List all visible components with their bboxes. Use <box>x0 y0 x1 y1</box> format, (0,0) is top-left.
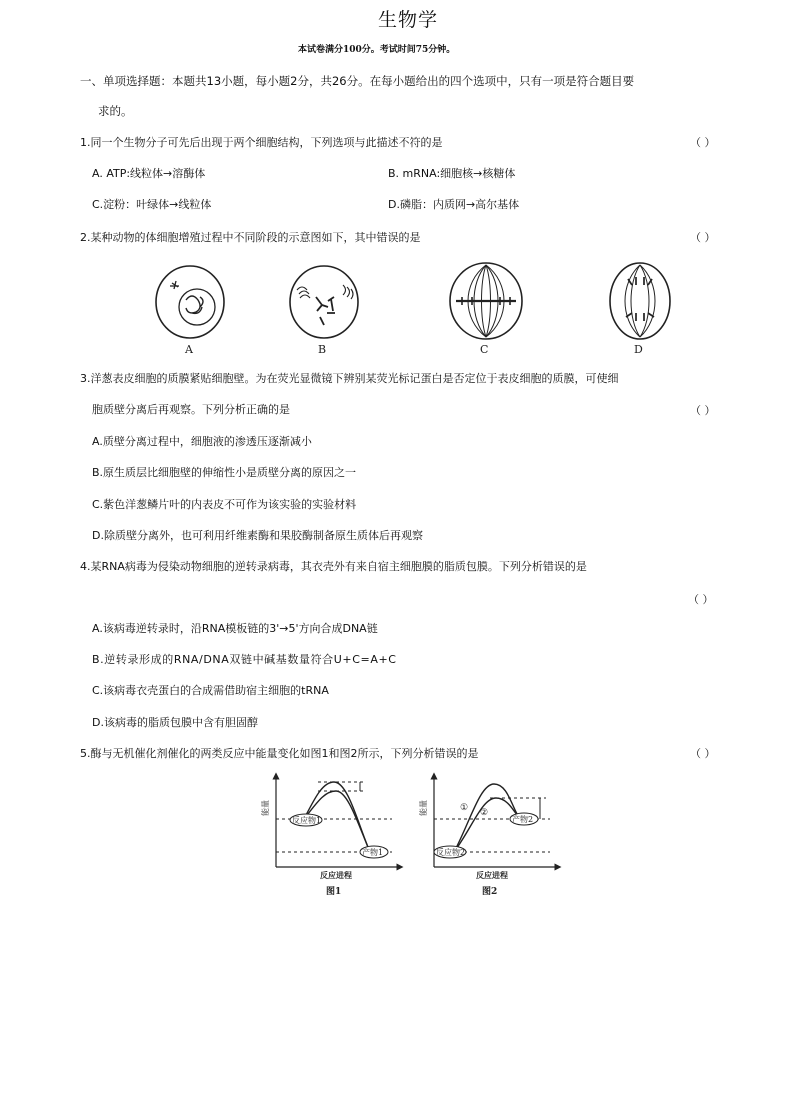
section-instruction: 一、单项选择题：本题共13小题，每小题2分，共26分。在每小题给出的四个选项中，只有一项是符合题目要 <box>80 74 635 88</box>
q3-stem-cont: 胞质壁分离后再观察。下列分析正确的是 <box>92 403 290 416</box>
q5-answer-blank[interactable]: （ ） <box>690 747 716 760</box>
q1-option-c[interactable]: C.淀粉：叶绿体→线粒体 <box>92 198 212 211</box>
q3-option-c[interactable]: C.紫色洋葱鳞片叶的内表皮不可作为该实验的实验材料 <box>92 498 357 511</box>
q4-option-b[interactable]: B.逆转录形成的RNA/DNA双链中碱基数量符合U+C=A+C <box>92 653 397 666</box>
q1-option-d[interactable]: D.磷脂：内质网→高尔基体 <box>388 198 520 211</box>
cell-c-label: C <box>480 343 489 356</box>
fig1-x-label: 反应进程 <box>320 870 352 880</box>
q4-stem: 4.某RNA病毒为侵染动物细胞的逆转录病毒，其衣壳外有来自宿主细胞膜的脂质包膜。下列分析错误的是 <box>80 560 587 573</box>
q1-answer-blank[interactable]: （ ） <box>690 136 716 149</box>
q3-option-b[interactable]: B.原生质层比细胞壁的伸缩性小是质壁分离的原因之一 <box>92 466 357 479</box>
cell-b-label: B <box>318 343 327 356</box>
fig2-curve-2-label: ② <box>480 808 489 818</box>
q4-option-c[interactable]: C.该病毒衣壳蛋白的合成需借助宿主细胞的tRNA <box>92 684 329 697</box>
fig1-product-label: 产物1 <box>362 848 384 857</box>
cell-a-label: A <box>185 343 193 356</box>
q3-option-d[interactable]: D.除质壁分离外，也可利用纤维素酶和果胶酶制备原生质体后再观察 <box>92 529 423 542</box>
q3-stem: 3.洋葱表皮细胞的质膜紧贴细胞壁。为在荧光显微镜下辨别某荧光标记蛋白是否定位于表皮细胞的质膜，可使细 <box>80 372 619 385</box>
q3-option-a[interactable]: A.质壁分离过程中，细胞液的渗透压逐渐减小 <box>92 435 312 448</box>
fig1-reactant-label: 反应物1 <box>292 816 322 825</box>
cell-a <box>156 266 224 338</box>
fig2-caption: 图2 <box>482 887 498 897</box>
page-title: 生物学 <box>378 9 439 31</box>
q2-stem: 2.某种动物的体细胞增殖过程中不同阶段的示意图如下，其中错误的是 <box>80 231 421 244</box>
fig2-y-label: 能量 <box>419 800 428 816</box>
q1-option-a[interactable]: A. ATP:线粒体→溶酶体 <box>92 167 206 180</box>
fig2-reactant-label: 反应物2 <box>436 848 466 857</box>
q1-stem: 1.同一个生物分子可先后出现于两个细胞结构，下列选项与此描述不符的是 <box>80 136 443 149</box>
energy-figure-1 <box>262 772 412 897</box>
energy-figure-2 <box>420 772 570 897</box>
section-instruction-cont: 求的。 <box>98 104 133 118</box>
fig2-product-label: 产物2 <box>512 815 534 824</box>
exam-info: 本试卷满分100分。考试时间75分钟。 <box>298 45 456 55</box>
fig1-y-label: 能量 <box>261 800 270 816</box>
cell-d <box>610 263 670 339</box>
q2-answer-blank[interactable]: （ ） <box>690 231 716 244</box>
fig2-curve-1-label: ① <box>460 803 469 813</box>
cell-division-figure <box>0 255 787 365</box>
q1-option-b[interactable]: B. mRNA:细胞核→核糖体 <box>388 167 516 180</box>
cell-b <box>290 266 358 338</box>
cell-c <box>450 263 522 339</box>
q4-answer-blank[interactable]: （ ） <box>688 593 714 606</box>
q4-option-a[interactable]: A.该病毒逆转录时，沿RNA模板链的3'→5'方向合成DNA链 <box>92 622 378 635</box>
q3-answer-blank[interactable]: （ ） <box>690 404 716 417</box>
fig2-x-label: 反应进程 <box>476 870 508 880</box>
q4-option-d[interactable]: D.该病毒的脂质包膜中含有胆固醇 <box>92 716 258 729</box>
fig1-caption: 图1 <box>326 887 342 897</box>
q5-stem: 5.酶与无机催化剂催化的两类反应中能量变化如图1和图2所示，下列分析错误的是 <box>80 747 479 760</box>
cell-d-label: D <box>634 343 643 356</box>
